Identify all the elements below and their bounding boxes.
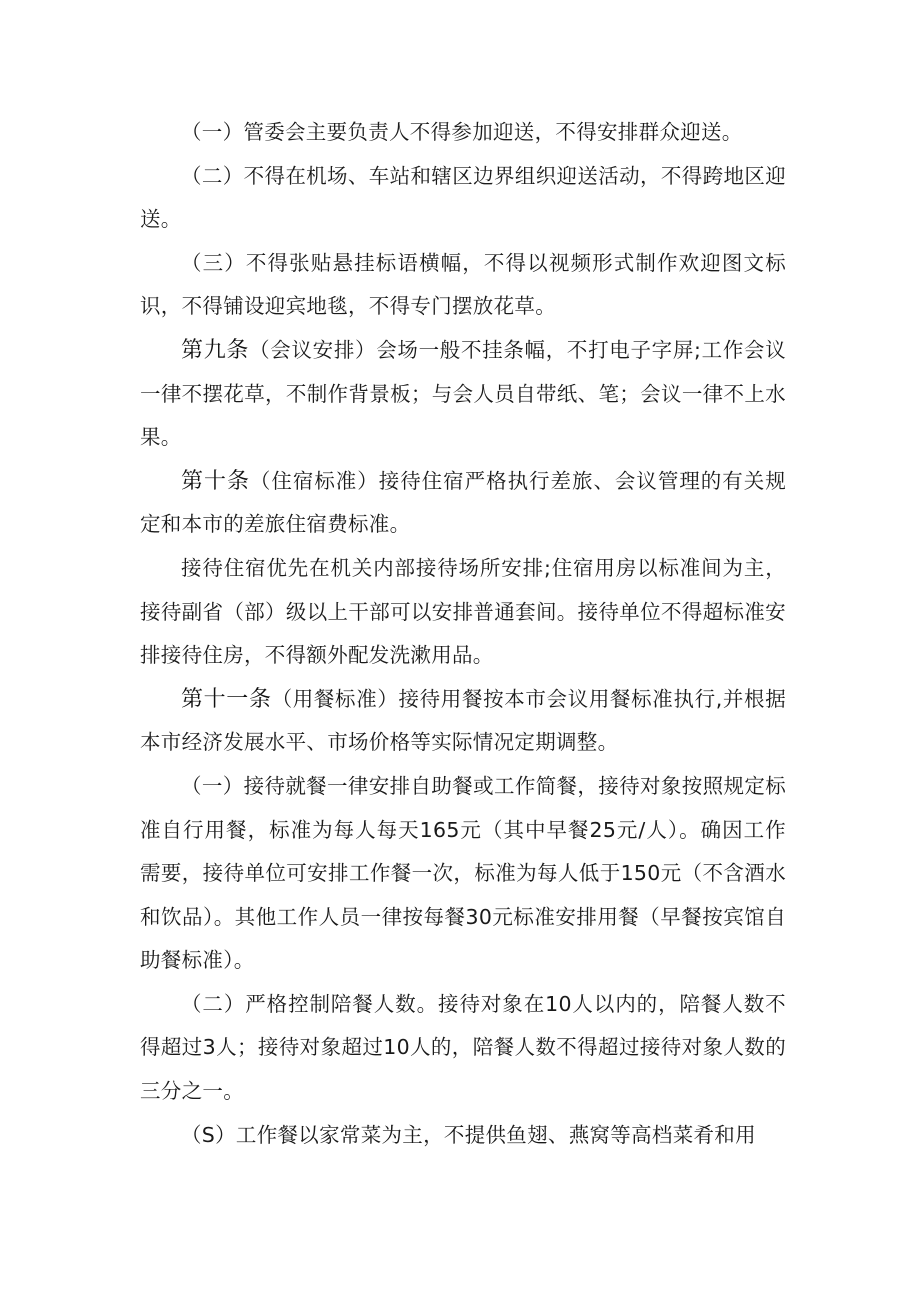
article-9-paragraph <box>140 329 786 460</box>
paragraph-8 <box>140 765 786 983</box>
paragraph-10 <box>140 1114 786 1158</box>
paragraph-2 <box>140 155 786 242</box>
article-11-heading: 第十一条 <box>181 686 272 712</box>
paragraph-6 <box>140 547 786 678</box>
paragraph-2-text: （二）不得在机场、车站和辖区边界组织迎送活动，不得跨地区迎送。 <box>140 163 786 232</box>
article-10-paragraph <box>140 460 786 547</box>
article-10-heading: 第十条 <box>181 468 250 494</box>
paragraph-3-text: （三）不得张贴悬挂标语横幅，不得以视频形式制作欢迎图文标识，不得铺设迎宾地毯，不得专门摆放花草。 <box>140 250 786 319</box>
document-body <box>140 111 786 1157</box>
paragraph-10-text: （S）工作餐以家常菜为主，不提供鱼翅、燕窝等高档菜肴和用 <box>181 1122 756 1147</box>
article-10-text: （住宿标准）接待住宿严格执行差旅、会议管理的有关规定和本市的差旅住宿费标准。 <box>140 468 787 537</box>
article-9-text: （会议安排）会场一般不挂条幅，不打电子字屏;工作会议一律不摆花草，不制作背景板；与会人员自带纸、笔；会议一律不上水果。 <box>140 337 786 450</box>
paragraph-9-text: （二）严格控制陪餐人数。接待对象在10人以内的，陪餐人数不得超过3人；接待对象超过10人的，陪餐人数不得超过接待对象人数的三分之一。 <box>140 991 786 1104</box>
paragraph-1 <box>140 111 786 155</box>
article-11-paragraph <box>140 678 786 765</box>
paragraph-1-text: （一）管委会主要负责人不得参加迎送，不得安排群众迎送。 <box>181 120 743 144</box>
article-11-text: （用餐标准）接待用餐按本市会议用餐标准执行,并根据本市经济发展水平、市场价格等实际情况定期调整。 <box>140 686 787 755</box>
article-9-heading: 第九条 <box>181 337 250 363</box>
paragraph-9 <box>140 983 786 1114</box>
paragraph-8-text: （一）接待就餐一律安排自助餐或工作简餐，接待对象按照规定标准自行用餐，标准为每人每天165元（其中早餐25元/人）。确因工作需要，接待单位可安排工作餐一次，标准为每人低于150元（不含酒水和饮品）。其他工作人员一律按每餐30元标准安排用餐（早餐按宾馆自助餐标准）。 <box>140 773 786 973</box>
paragraph-6-text: 接待住宿优先在机关内部接待场所安排;住宿用房以标准间为主，接待副省（部）级以上干部可以安排普通套间。接待单位不得超标准安排接待住房，不得额外配发洗漱用品。 <box>140 555 786 668</box>
paragraph-3 <box>140 242 786 329</box>
